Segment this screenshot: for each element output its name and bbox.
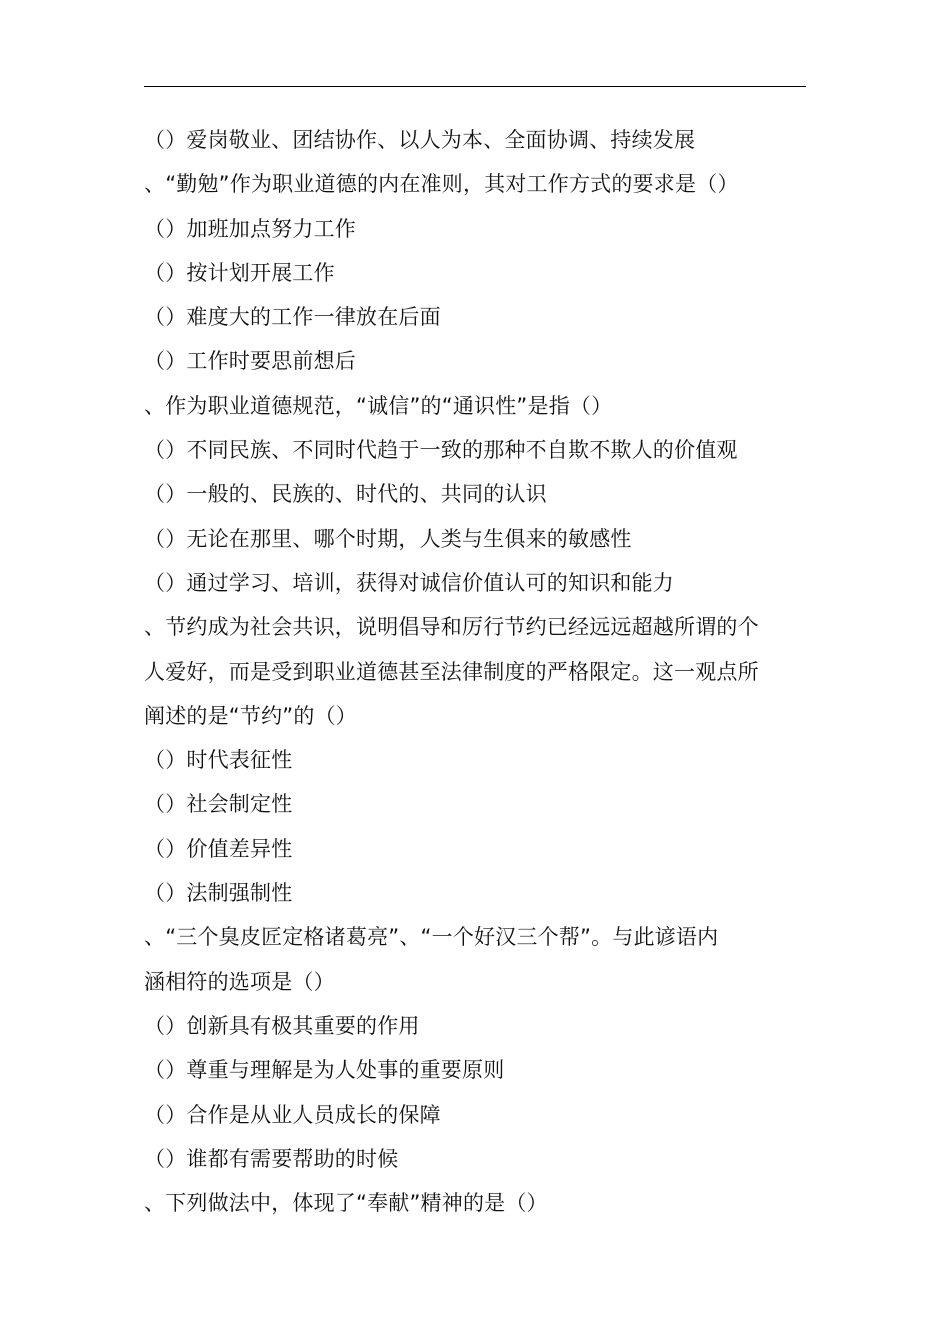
text-line-question: 、下列做法中，体现了“奉献”精神的是（） bbox=[144, 1191, 548, 1216]
text-line-option: （）创新具有极其重要的作用 bbox=[144, 1013, 420, 1038]
text-line-option: （）加班加点努力工作 bbox=[144, 216, 356, 241]
text-line-option: （）爱岗敬业、团结协作、以人为本、全面协调、持续发展 bbox=[144, 128, 696, 152]
text-line-question: 、“勤勉”作为职业道德的内在准则，其对工作方式的要求是（） bbox=[144, 172, 739, 197]
text-line-question: 人爱好，而是受到职业道德甚至法律制度的严格限定。这一观点所 bbox=[144, 659, 759, 684]
text-line-option: （）不同民族、不同时代趋于一致的那种不自欺不欺人的价值观 bbox=[144, 438, 738, 463]
text-line-option: （）合作是从业人员成长的保障 bbox=[144, 1102, 441, 1127]
text-line-question: 、节约成为社会共识，说明倡导和厉行节约已经远远超越所谓的个 bbox=[144, 615, 759, 640]
top-rule bbox=[144, 86, 806, 87]
text-line-option: （）难度大的工作一律放在后面 bbox=[144, 305, 441, 330]
document-body bbox=[144, 118, 810, 1225]
text-line-question: 、“三个臭皮匠定格诸葛亮”、“一个好汉三个帮”。与此谚语内 bbox=[144, 925, 719, 950]
text-line-option: （）一般的、民族的、时代的、共同的认识 bbox=[144, 482, 547, 507]
text-line-option: （）通过学习、培训，获得对诚信价值认可的知识和能力 bbox=[144, 570, 674, 595]
text-line-option: （）时代表征性 bbox=[144, 748, 293, 773]
text-line-option: （）社会制定性 bbox=[144, 792, 293, 817]
text-line-question: 涵相符的选项是（） bbox=[144, 969, 335, 994]
text-line-option: （）尊重与理解是为人处事的重要原则 bbox=[144, 1058, 505, 1083]
text-line-option: （）价值差异性 bbox=[144, 836, 293, 861]
text-line-option: （）法制强制性 bbox=[144, 881, 293, 906]
text-line-question: 阐述的是“节约”的（） bbox=[144, 703, 357, 728]
text-line-option: （）谁都有需要帮助的时候 bbox=[144, 1146, 399, 1171]
text-line-question: 、作为职业道德规范，“诚信”的“通识性”是指（） bbox=[144, 393, 613, 418]
text-line-option: （）无论在那里、哪个时期，人类与生俱来的敏感性 bbox=[144, 526, 632, 551]
text-line-option: （）按计划开展工作 bbox=[144, 260, 335, 285]
text-line-option: （）工作时要思前想后 bbox=[144, 349, 356, 374]
